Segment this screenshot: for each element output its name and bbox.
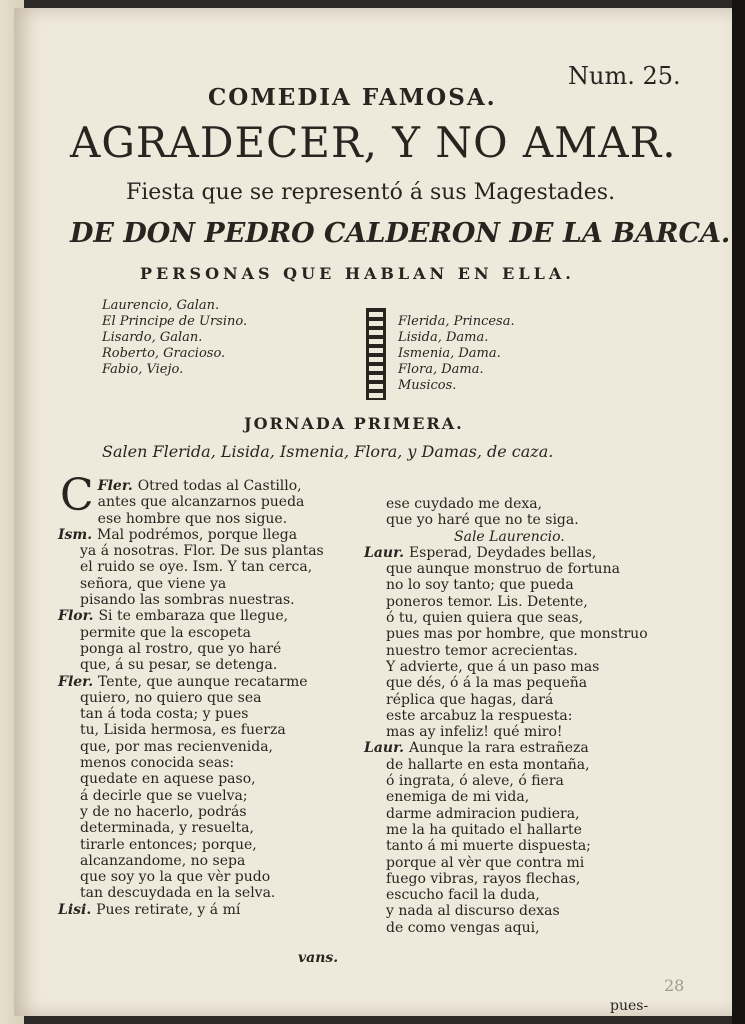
ornamental-divider <box>366 308 386 400</box>
author-line: DE DON PEDRO CALDERON DE LA BARCA. <box>70 218 731 249</box>
left-text-column <box>58 470 324 918</box>
verse-text: Si te embaraza que llegue, <box>98 608 289 625</box>
verse-line <box>58 820 324 836</box>
verse-text: que aunque monstruo de fortuna <box>386 561 620 578</box>
verse-line <box>58 837 324 853</box>
verse-line <box>364 529 648 545</box>
cast-entry: Musicos. <box>398 378 457 393</box>
genre-heading: COMEDIA FAMOSA. <box>208 84 497 111</box>
speaker-label: Fler. <box>58 673 99 690</box>
verse-line <box>58 527 324 543</box>
verse-line <box>364 643 648 659</box>
verse-line <box>58 543 324 559</box>
cast-entry: Fabio, Viejo. <box>102 362 184 377</box>
verse-text: enemiga de mi vida, <box>386 789 530 806</box>
verse-text: pues mas por hombre, que monstruo <box>386 626 648 643</box>
verse-text: que dés, ó á la mas pequeña <box>386 675 588 692</box>
speaker-label: Laur. <box>364 544 409 561</box>
verse-line <box>364 545 648 561</box>
verse-text: mas ay infeliz! qué miro! <box>386 724 563 741</box>
verse-text: y de no hacerlo, podrás <box>80 803 247 820</box>
cast-entry: Roberto, Gracioso. <box>102 346 226 361</box>
verse-line <box>364 708 648 724</box>
verse-text: ese cuydado me dexa, <box>386 496 543 512</box>
verse-line <box>58 885 324 901</box>
verse-line <box>364 626 648 642</box>
right-text-column <box>364 496 648 936</box>
verse-line <box>58 706 324 722</box>
verse-line <box>364 806 648 822</box>
verse-text: Otred todas al Castillo, <box>137 478 302 494</box>
cast-entry: Flerida, Princesa. <box>398 314 515 329</box>
verse-text: menos conocida seas: <box>80 755 235 772</box>
verse-text: ya á nosotras. Flor. De sus plantas <box>80 543 324 560</box>
verse-text: réplica que hagas, dará <box>386 691 554 708</box>
verse-text: Aunque la rara estrañeza <box>408 740 589 757</box>
speaker-label: Laur. <box>364 740 409 757</box>
verse-line <box>364 610 648 626</box>
verse-line <box>58 804 324 820</box>
verse-text: Pues retirate, y á mí <box>96 901 241 918</box>
verse-text: tanto á mi muerte dispuesta; <box>386 838 591 855</box>
verse-text: tan descuydada en la selva. <box>80 885 276 902</box>
verse-text: antes que alcanzarnos pueda <box>97 494 305 511</box>
verse-line <box>364 822 648 838</box>
catchword: pues- <box>610 998 649 1014</box>
verse-text: pisando las sombras nuestras. <box>80 592 295 609</box>
verse-text: tirarle entonces; porque, <box>80 836 257 853</box>
verse-line <box>364 773 648 789</box>
verse-text: este arcabuz la respuesta: <box>386 707 573 724</box>
cast-heading: PERSONAS QUE HABLAN EN ELLA. <box>140 264 575 283</box>
verse-text: permite que la escopeta <box>80 624 252 641</box>
verse-line <box>58 869 324 885</box>
verse-line <box>364 740 648 756</box>
verse-line <box>58 902 324 918</box>
verse-line <box>364 594 648 610</box>
drop-cap: C <box>60 470 94 521</box>
play-subtitle: Fiesta que se representó á sus Magestades. <box>126 180 616 205</box>
verse-text: ó ingrata, ó aleve, ó fiera <box>386 773 564 790</box>
verse-line <box>364 757 648 773</box>
verse-line <box>58 722 324 738</box>
cast-entry: Lisardo, Galan. <box>102 330 203 345</box>
verse-text: que, por mas recienvenida, <box>80 738 273 755</box>
verse-text: quedate en aquese paso, <box>80 771 256 788</box>
verse-line <box>364 903 648 919</box>
verse-text: ó tu, quien quiera que seas, <box>386 610 584 627</box>
act-heading: JORNADA PRIMERA. <box>244 414 464 433</box>
stage-direction: Sale Laurencio. <box>454 528 565 545</box>
verse-line <box>58 674 324 690</box>
opening-stage-direction: Salen Flerida, Lisida, Ismenia, Flora, y Damas, de caza. <box>102 442 554 461</box>
cast-list-male <box>102 298 247 378</box>
verse-text: no lo soy tanto; que pueda <box>386 577 574 594</box>
verse-text: poneros temor. Lis. Detente, <box>386 593 588 610</box>
verse-line <box>58 657 324 673</box>
verse-line <box>364 724 648 740</box>
verse-line <box>364 659 648 675</box>
verse-line <box>364 561 648 577</box>
verse-line <box>58 559 324 575</box>
verse-text: á decirle que se vuelva; <box>80 787 248 804</box>
verse-text: Esperad, Deydades bellas, <box>408 544 597 561</box>
verse-line <box>58 641 324 657</box>
verse-line <box>58 608 324 624</box>
verse-line <box>58 494 324 510</box>
verse-text: me la ha quitado el hallarte <box>386 821 582 838</box>
verse-line <box>58 576 324 592</box>
play-title: AGRADECER, Y NO AMAR. <box>70 118 677 167</box>
verse-line <box>364 838 648 854</box>
verse-line <box>364 692 648 708</box>
verse-line <box>58 853 324 869</box>
verse-line <box>364 887 648 903</box>
verse-line <box>58 788 324 804</box>
verse-line <box>58 771 324 787</box>
verse-text: alcanzandome, no sepa <box>80 852 246 869</box>
exit-direction: vans. <box>298 950 339 966</box>
verse-line <box>364 577 648 593</box>
verse-text: tan á toda costa; y pues <box>80 706 249 723</box>
verse-text: que yo haré que no te siga. <box>386 512 579 529</box>
verse-text: quiero, no quiero que sea <box>80 689 262 706</box>
verse-line <box>364 496 648 512</box>
book-page <box>14 8 732 1016</box>
scan-background <box>732 0 745 1024</box>
verse-text: ese hombre que nos sigue. <box>97 510 288 527</box>
cast-entry: Flora, Dama. <box>398 362 484 377</box>
verse-text: escucho facil la duda, <box>386 887 540 904</box>
speaker-label: Ism. <box>58 526 97 543</box>
verse-text: porque al vèr que contra mi <box>386 854 585 871</box>
cast-entry: Lisida, Dama. <box>398 330 489 345</box>
verse-text: darme admiracion pudiera, <box>386 805 580 822</box>
verse-text: nuestro temor acrecientas. <box>386 642 578 659</box>
verse-text: señora, que viene ya <box>80 575 227 592</box>
verse-line <box>364 920 648 936</box>
cast-list-female <box>398 314 515 394</box>
verse-line <box>58 511 324 527</box>
verse-text: de hallarte en esta montaña, <box>386 756 590 773</box>
verse-line <box>364 855 648 871</box>
verse-text: fuego vibras, rayos flechas, <box>386 870 581 887</box>
cast-entry: Laurencio, Galan. <box>102 298 220 313</box>
speaker-label: Lisi. <box>58 901 97 918</box>
verse-line <box>364 675 648 691</box>
verse-text: que, á su pesar, se detenga. <box>80 657 278 674</box>
verse-text: Mal podrémos, porque llega <box>97 526 298 543</box>
verse-text: determinada, y resuelta, <box>80 820 254 837</box>
verse-line <box>58 592 324 608</box>
verse-line <box>58 755 324 771</box>
verse-line <box>364 789 648 805</box>
speaker-label: Fler. <box>97 478 138 494</box>
speaker-label: Flor. <box>58 608 99 625</box>
verse-text: que soy yo la que vèr pudo <box>80 869 271 886</box>
verse-line <box>364 871 648 887</box>
verse-line <box>58 625 324 641</box>
pencil-annotation: 28 <box>664 976 685 995</box>
verse-line <box>58 690 324 706</box>
verse-line <box>364 512 648 528</box>
cast-entry: El Principe de Ursino. <box>102 314 248 329</box>
verse-text: el ruido se oye. Ism. Y tan cerca, <box>80 559 313 576</box>
verse-text: Y advierte, que á un paso mas <box>386 658 600 675</box>
verse-text: y nada al discurso dexas <box>386 903 560 920</box>
verse-line <box>58 739 324 755</box>
verse-text: tu, Lisida hermosa, es fuerza <box>80 722 286 739</box>
verse-text: de como vengas aqui, <box>386 919 540 936</box>
play-number: Num. 25. <box>568 62 681 90</box>
verse-text: ponga al rostro, que yo haré <box>80 640 282 657</box>
verse-text: Tente, que aunque recatarme <box>98 673 308 690</box>
cast-entry: Ismenia, Dama. <box>398 346 501 361</box>
